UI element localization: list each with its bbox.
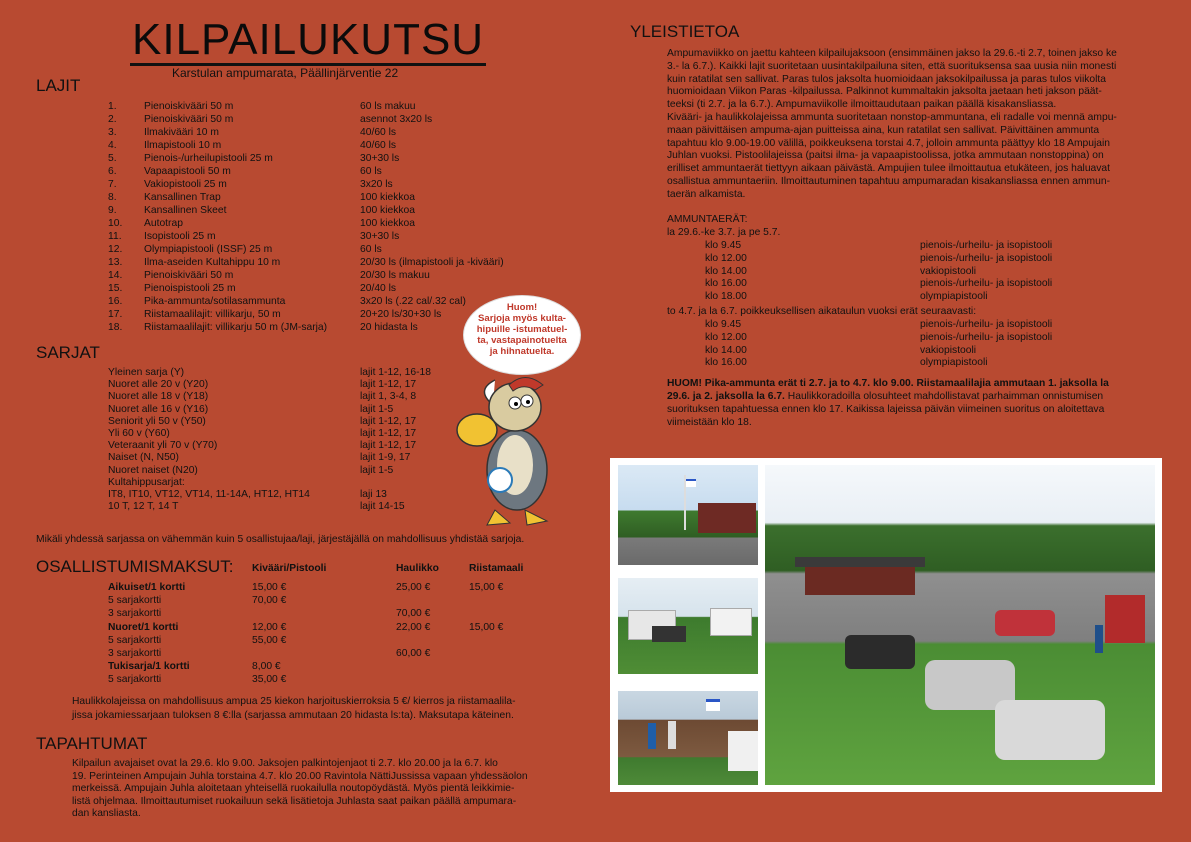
era-time: klo 18.00 [705,291,747,303]
laji-number: 16. [108,296,123,307]
laji-name: Ilma-aseiden Kultahippu 10 m [144,257,281,268]
sarja-name: Veteraanit yli 70 v (Y70) [108,440,218,452]
laji-detail: 3x20 ls (.22 cal/.32 cal) [360,296,466,307]
laji-name: Isopistooli 25 m [144,231,216,242]
laji-name: Pienoiskivääri 50 m [144,114,234,125]
fee-riistamaali: 15,00 € [469,621,504,633]
era-time: klo 9.45 [705,240,742,251]
yleistietoa-line: Kivääri- ja haulikkolajeissa ammunta suoritetaan nonstop-ammuntana, eli radalle voi mennä ampu- [667,112,1117,123]
laji-name: Pienoiskivääri 50 m [144,270,234,281]
fee-kivaari: 55,00 € [252,634,287,646]
yleistietoa-line: osallistua ammuntaeriin. Ilmoittautuminen tapahtuu ampumaradan kisakansliassa ennen ammun- [667,176,1111,187]
laji-detail: 20/30 ls makuu [360,270,430,281]
yleistietoa-line: taerän alkamista. [667,188,746,200]
maksut-col-haulikko: Haulikko [396,563,439,574]
laji-number: 8. [108,192,117,203]
sarja-detail: lajit 1-9, 17 [360,452,411,464]
huom-note-line: viimeistään klo 18. [667,417,752,428]
bubble-line: ja hihnatuelta. [489,346,555,357]
sarja-detail: lajit 1-12, 17 [360,440,417,452]
era-time: klo 14.00 [705,265,747,277]
fee-haulikko: 60,00 € [396,648,431,659]
sarja-name: Nuoret alle 18 v (Y18) [108,391,209,403]
laji-detail: 30+30 ls [360,231,400,242]
laji-name: Pienoispistooli 25 m [144,283,236,294]
fee-row-label: Tukisarja/1 kortti [108,661,190,673]
laji-number: 5. [108,153,117,164]
sarja-name: Yleinen sarja (Y) [108,367,185,378]
mascot-bird-illustration [455,345,575,530]
fee-kivaari: 8,00 € [252,661,281,673]
maksut-col-riistamaali: Riistamaali [469,563,524,574]
laji-name: Kansallinen Trap [144,192,221,203]
laji-detail: 30+30 ls [360,153,400,164]
laji-detail: 100 kiekkoa [360,192,415,203]
laji-number: 9. [108,205,117,216]
laji-number: 12. [108,244,123,255]
laji-number: 6. [108,166,117,177]
yleistietoa-line: huomioidaan Viikon Paras -kilpailussa. Palkinnot kummaltakin jaksolta jaetaan heti jakson päät- [667,86,1102,98]
laji-number: 1. [108,101,117,112]
laji-number: 14. [108,270,123,281]
tapahtumat-heading: TAPAHTUMAT [36,734,148,753]
laji-number: 15. [108,283,123,294]
era-laji: vakiopistooli [920,344,977,356]
era-time: klo 9.45 [705,319,742,330]
fee-row-label: 3 sarjakortti [108,648,162,659]
yleistietoa-line: maan päivittäisen ampuma-ajan puitteissa aina, kun ratatilat sen sallivat. Päivittäinen ammunta [667,124,1100,136]
laji-number: 2. [108,114,117,125]
laji-detail: 40/60 ls [360,127,397,138]
ammuntaerat-period: la 29.6.-ke 3.7. ja pe 5.7. [667,227,781,238]
laji-name: Vapaapistooli 50 m [144,166,231,177]
sarjat-note: Mikäli yhdessä sarjassa on vähemmän kuin 5 osallistujaa/laji, järjestäjällä on mahdollisuus yhdistää sarjoja. [36,534,525,545]
laji-name: Kansallinen Skeet [144,205,227,216]
sarja-name: Nuoret naiset (N20) [108,464,198,476]
yleistietoa-line: 3.- la 6.7.). Kaikki lajit suoritetaan uusintakilpailuna siten, että suorituksensa saa uusia niin monesti [667,60,1117,72]
huom-note-line [667,391,1103,403]
era-time: klo 12.00 [705,331,747,343]
sarja-name: Seniorit yli 50 v (Y50) [108,415,206,427]
fee-haulikko: 70,00 € [396,608,431,620]
laji-number: 10. [108,218,123,229]
laji-number: 17. [108,309,123,320]
fee-row-label: Aikuiset/1 kortti [108,582,186,593]
yleistietoa-line: teeksi (ti 2.7. ja la 6.7.). Ampumaviikolle ilmoittaudutaan paikan päällä kisakansliassa. [667,99,1057,111]
era-time: klo 16.00 [705,357,747,369]
fee-row-label: 5 sarjakortti [108,595,162,607]
fee-row-label: 5 sarjakortti [108,674,162,686]
fee-row-label: Nuoret/1 kortti [108,621,179,633]
lajit-heading: LAJIT [36,76,81,95]
photo-caravans [618,578,758,674]
tapahtumat-line: merkeissä. Ampujain Juhla aloitetaan yhteisellä ruokailulla noutopöydästä. Myös pientä leikkimie- [72,783,515,795]
laji-name: Olympiapistooli (ISSF) 25 m [144,244,273,255]
sarja-detail: lajit 1-5 [360,403,394,415]
bubble-line: ta, vastapainotuelta [477,335,567,346]
era-time: klo 14.00 [705,344,747,356]
sarja-name: 10 T, 12 T, 14 T [108,501,179,513]
laji-detail: 20/40 ls [360,283,397,294]
era-laji: pienois-/urheilu- ja isopistooli [920,252,1053,264]
fee-kivaari: 70,00 € [252,595,287,607]
fee-row-label: 3 sarjakortti [108,608,162,620]
laji-name: Ilmakivääri 10 m [144,127,219,138]
huom-bold: 29.6. ja 2. jaksolla la 6.7. [667,391,785,402]
huom-note-line [667,378,1109,390]
sarja-detail: lajit 1-12, 16-18 [360,367,431,378]
era-laji: olympiapistooli [920,357,988,369]
ammuntaerat-heading: AMMUNTAERÄT: [667,214,748,225]
laji-number: 13. [108,257,123,268]
yleistietoa-line: Ampumaviikko on jaettu kahteen kilpailujaksoon (ensimmäinen jakso la 29.6.-ti 2.7, toinen jakso ke [667,48,1117,59]
tapahtumat-line: 19. Perinteinen Ampujain Juhla torstaina 4.7. klo 20.00 Ravintola NättiJussissa vapaan yhdessäolon [72,770,528,782]
era-laji: olympiapistooli [920,291,988,303]
maksut-note-line: Haulikkolajeissa on mahdollisuus ampua 25 kiekon harjoituskierroksia 5 €/ kierros ja riistamaalila- [72,696,516,707]
huom-note-line: suorituksen tapahtuessa ennen klo 17. Kaikissa lajeissa päivän viimeinen suoritus on aloitettava [667,404,1105,415]
laji-name: Ilmapistooli 10 m [144,140,222,151]
laji-number: 7. [108,179,117,190]
laji-name: Pika-ammunta/sotilasammunta [144,296,286,307]
tapahtumat-line: dan kansliasta. [72,808,141,820]
fee-haulikko: 25,00 € [396,582,431,593]
laji-number: 3. [108,127,117,138]
laji-detail: 100 kiekkoa [360,205,415,216]
photo-terrace-crowd [618,691,758,785]
yleistietoa-line: tapahtuu klo 9.00-19.00 välillä, poikkeuksena torstai 4.7, jolloin ammunta päättyy klo 18 Ampujain [667,137,1111,149]
huom-bold: HUOM! Pika-ammunta erät ti 2.7. ja to 4.7. klo 9.00. Riistamaalilajia ammutaan 1. jaksolla la [667,378,1109,389]
sarja-name: Kultahippusarjat: [108,476,185,488]
photo-collage [610,458,1162,792]
era-laji: pienois-/urheilu- ja isopistooli [920,331,1053,343]
laji-detail: 60 ls [360,166,382,177]
bubble-line: hipuille -istumatuel- [476,324,568,335]
photo-parking-area [765,465,1155,785]
sarja-name: IT8, IT10, VT12, VT14, 11-14A, HT12, HT14 [108,489,310,500]
laji-detail: 60 ls makuu [360,101,416,112]
laji-detail: 40/60 ls [360,140,397,151]
laji-detail: 100 kiekkoa [360,218,415,229]
era-laji: pienois-/urheilu- ja isopistooli [920,278,1053,290]
maksut-heading: OSALLISTUMISMAKSUT: [36,557,234,576]
laji-detail: 3x20 ls [360,179,393,190]
fee-kivaari: 35,00 € [252,674,287,686]
laji-detail: asennot 3x20 ls [360,114,433,125]
era-time: klo 12.00 [705,252,747,264]
fee-kivaari: 15,00 € [252,582,287,593]
tapahtumat-line: listä ohjelmaa. Ilmoittautumiset ruokailuun sekä lisätietoja Juhlasta saat paikan päällä ampumara- [72,795,517,807]
era-laji: vakiopistooli [920,265,977,277]
sarja-name: Naiset (N, N50) [108,452,179,464]
tapahtumat-line: Kilpailun avajaiset ovat la 29.6. klo 9.00. Jaksojen palkintojenjaot ti 2.7. klo 20.00 ja la 6.7. klo [72,758,498,769]
maksut-col-kivaari: Kivääri/Pistooli [252,563,327,574]
laji-detail: 20/30 ls (ilmapistooli ja -kivääri) [360,257,504,268]
yleistietoa-line: Juhlan vuoksi. Pistoolilajeissa (paitsi ilma- ja vapaapistoolissa, jotka ammutaan nonstoppina) on [667,150,1104,162]
laji-detail: 60 ls [360,244,382,255]
era-laji: pienois-/urheilu- ja isopistooli [920,240,1053,251]
era-time: klo 16.00 [705,278,747,290]
sarja-detail: laji 13 [360,489,387,500]
sarjat-heading: SARJAT [36,343,100,362]
laji-detail: 20+20 ls/30+30 ls [360,309,442,320]
sarja-detail: lajit 1-12, 17 [360,379,417,391]
fee-riistamaali: 15,00 € [469,582,504,593]
maksut-note-line: jissa jokamiessarjaan tuloksen 8 €:lla (sarjassa ammutaan 20 hidasta ls:ta). Maksutapa käteinen. [72,710,514,721]
yleistietoa-heading: YLEISTIETOA [630,22,740,41]
laji-name: Pienoiskivääri 50 m [144,101,234,112]
laji-number: 4. [108,140,117,151]
page-title: KILPAILUKUTSU [132,15,485,64]
sarja-detail: lajit 14-15 [360,501,405,513]
laji-name: Riistamaalilajit: villikarju, 50 m [144,309,281,320]
yleistietoa-line: erilliset ammuntaerät tiettyyn aikaan päivästä. Ampujien tulee ilmoittautua etukäteen, jos haluavat [667,163,1111,175]
laji-name: Autotrap [144,218,183,229]
sarja-name: Nuoret alle 16 v (Y16) [108,403,209,415]
sarja-detail: lajit 1, 3-4, 8 [360,391,417,403]
laji-number: 11. [108,231,122,242]
era-laji: pienois-/urheilu- ja isopistooli [920,319,1053,330]
laji-detail: 20 hidasta ls [360,322,418,333]
fee-kivaari: 12,00 € [252,621,287,633]
photo-flagpoles-building [618,465,758,565]
ammuntaerat-period: to 4.7. ja la 6.7. poikkeuksellisen aikataulun vuoksi erät seuraavasti: [667,306,977,317]
bubble-line: Huom! [506,302,538,313]
sarja-detail: lajit 1-5 [360,464,394,476]
laji-name: Pienois-/urheilupistooli 25 m [144,153,273,164]
yleistietoa-line: kuin ratatilat sen sallivat. Paras tulos jaksolta huomioidaan jaksokilpailussa ja paras tulos viikolta [667,73,1106,85]
sarja-name: Nuoret alle 20 v (Y20) [108,379,209,391]
laji-name: Riistamaalilajit: villikarju 50 m (JM-sarja) [144,322,328,333]
huom-text: Haulikkoradoilla olosuhteet mahdollistavat parhaimman onnistumisen [784,391,1104,402]
fee-row-label: 5 sarjakortti [108,634,162,646]
sarja-detail: lajit 1-12, 17 [360,415,417,427]
sarja-detail: lajit 1-12, 17 [360,428,417,439]
laji-name: Vakiopistooli 25 m [144,179,227,190]
bubble-line: Sarjoja myös kulta- [478,313,566,324]
laji-number: 18. [108,322,123,333]
fee-haulikko: 22,00 € [396,621,431,633]
page-subtitle: Karstulan ampumarata, Päällinjärventie 22 [172,66,399,80]
sarja-name: Yli 60 v (Y60) [108,428,170,439]
